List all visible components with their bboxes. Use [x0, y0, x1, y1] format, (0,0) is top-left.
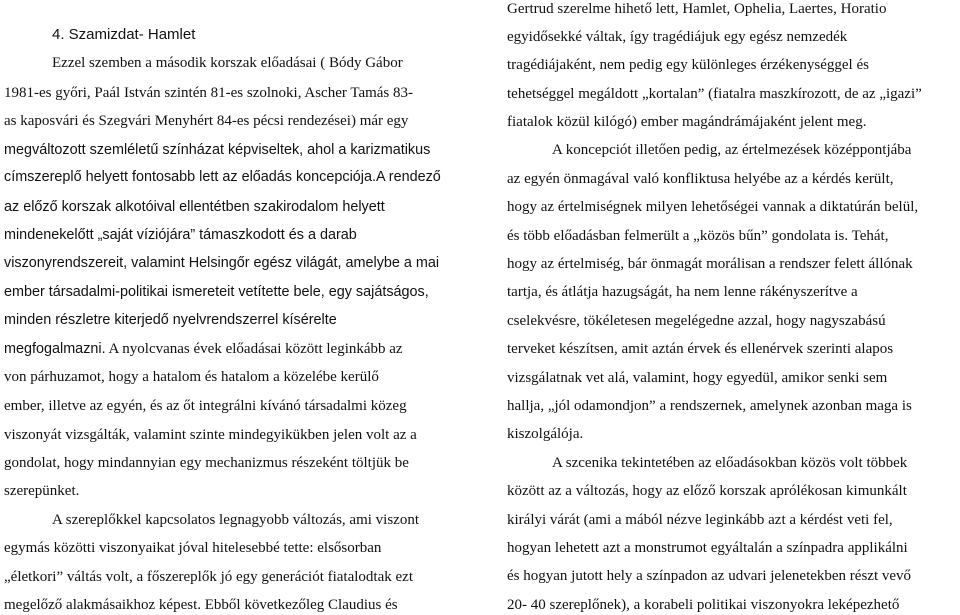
paragraph-line: királyi várát (ami a mából nézve leginkább azt a kérdést veti fel, — [507, 512, 893, 528]
paragraph-line: A szereplőkkel kapcsolatos legnagyobb változás, ami viszont — [52, 512, 419, 528]
sentence-fragment: A rendező — [375, 169, 441, 185]
paragraph-line: ember, illetve az egyén, és az őt integrálni kívánó társadalmi közeg — [4, 398, 407, 414]
paragraph-line: viszonyát vizsgálták, valamint szinte mindegyikükben jelen volt az a — [4, 427, 417, 443]
paragraph-line — [4, 339, 403, 359]
paragraph-line: Ezzel szemben a második korszak előadásai ( Bódy Gábor — [52, 55, 403, 71]
paragraph-line: kiszolgálója. — [507, 426, 584, 442]
paragraph-line: viszonyrendszereit, valamint Helsingőr egész világát, amelybe a mai — [4, 255, 440, 271]
paragraph-line: között az a változás, hogy az előző korszak aprólékosan kimunkált — [507, 483, 907, 499]
paragraph-line: és több előadásban felmerült a „közös bűn” gondolata is. Tehát, — [507, 228, 889, 244]
paragraph-line: tartja, és átlátja hazugságát, ha nem lenne rákényszerítve a — [507, 284, 858, 300]
paragraph-line: 1981-es győri, Paál István szintén 81-es szolnoki, Ascher Tamás 83- — [4, 85, 414, 101]
paragraph-line: terveket készítsen, amit aztán érvek és ellenérvek szerinti alapos — [507, 341, 894, 357]
paragraph-line: és hogyan jutott hely a színpadon az udvari jelenetekben részt vevő — [507, 568, 912, 584]
paragraph-line: hallja, „jól odamondjon” a rendszernek, amelynek azonban maga is — [507, 398, 912, 414]
paragraph-line: gondolat, hogy mindannyian egy mechanizmus részeként töltjük be — [4, 455, 409, 471]
paragraph-line: fiatalok közül kilógó) ember magándrámájaként jelent meg. — [507, 114, 867, 130]
paragraph-line: tragédiájaként, nem pedig egy különleges érzékenységgel és — [507, 57, 869, 73]
paragraph-line: az előző korszak alkotóival ellentétben szakirodalom helyett — [4, 199, 385, 215]
paragraph-line: hogyan lehetett azt a monstrumot egyáltalán a színpadra applikálni — [507, 540, 908, 556]
paragraph-line: tehetséggel megáldott „kortalan” (fiatalra maszkírozott, de az „igazi” — [507, 86, 922, 102]
paragraph-line: von párhuzamot, hogy a hatalom és hatalom a közelébe kerülő — [4, 369, 379, 385]
paragraph-line: vizsgálatnak vet alá, valamint, hogy egyedül, amikor senki sem — [507, 370, 888, 386]
paragraph-line: A szcenika tekintetében az előadásokban közös volt többek — [552, 455, 908, 471]
paragraph-line: egyidősekké váltak, így tragédiájuk egy egész nemzedék — [507, 29, 848, 45]
paragraph-line: 20- 40 szereplőnek), a korabeli politikai viszonyokra leképezhető — [507, 597, 900, 613]
paragraph-line: mindenekelőtt „saját víziójára” támaszkodott és a darab — [4, 227, 357, 243]
sentence-fragment: címszereplő helyett fontosabb lett az előadás koncepciója. — [4, 169, 376, 185]
paragraph-line: cselekvésre, tökéletesen megelégedne azzal, hogy nagyszabású — [507, 313, 886, 329]
sentence-fragment: A nyolcvanas évek előadásai között leginkább az — [108, 341, 403, 357]
paragraph-line: megelőző alakmásaikhoz képest. Ebből következőleg Claudius és — [4, 597, 398, 613]
paragraph-line: az egyén önmagával való konfliktusa helyébe az a kérdés került, — [507, 171, 894, 187]
section-heading: 4. Szamizdat- Hamlet — [52, 26, 196, 43]
paragraph-line: A koncepciót illetően pedig, az értelmezések középpontjába — [552, 142, 912, 158]
paragraph-line: szerepünket. — [4, 483, 80, 499]
sentence-fragment: megfogalmazni. — [4, 341, 106, 357]
paragraph-line: ember társadalmi-politikai ismereteit vetítette bele, egy sajátságos, — [4, 284, 429, 300]
paragraph-line: as kaposvári és Szegvári Menyhért 84-es pécsi rendezései) már egy — [4, 113, 409, 129]
paragraph-line: hogy az értelmiségnek milyen lehetőségei vannak a diktatúrán belül, — [507, 199, 919, 215]
paragraph-line: minden részletre kiterjedő nyelvrendszerrel kísérelte — [4, 312, 337, 328]
paragraph-line: megváltozott szemléletű színházat képviseltek, ahol a karizmatikus — [4, 142, 431, 158]
paragraph-line: „életkori” váltás volt, a főszereplők jó egy generációt fiatalodtak ezt — [4, 569, 413, 585]
paragraph-line: Gertrud szerelme hihető lett, Hamlet, Ophelia, Laertes, Horatio — [507, 1, 887, 17]
paragraph-line — [4, 167, 441, 187]
paragraph-line: hogy az értelmiség, bár önmagát morálisan a rendszer felett állónak — [507, 256, 913, 272]
paragraph-line: egymás közötti viszonyaikat jóval hitelesebbé tette: elsősorban — [4, 540, 382, 556]
